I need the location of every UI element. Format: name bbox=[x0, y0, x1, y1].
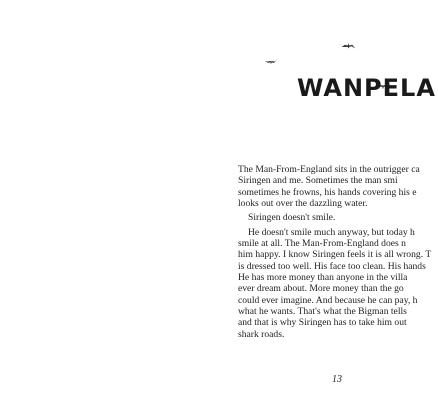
bird-icon bbox=[341, 40, 356, 51]
text-line: is dressed too well. His face too clean. His hands bbox=[238, 260, 426, 272]
text-line: and that is why Siringen has to take him out bbox=[238, 317, 407, 329]
text-line: shark roads. bbox=[238, 328, 285, 340]
text-line: sometimes he frowns, his hands covering his e bbox=[238, 186, 417, 198]
text-line: what he wants. That's what the Bigman tells bbox=[238, 306, 407, 318]
text-line: smile at all. The Man-From-England does n bbox=[238, 238, 406, 250]
text-line: looks out over the dazzling water. bbox=[238, 198, 368, 210]
text-line: The Man-From-England sits in the outrigger ca bbox=[238, 164, 420, 175]
text-line: Siringen and me. Sometimes the man smi bbox=[238, 175, 398, 187]
chapter-title: WANPELA bbox=[297, 74, 436, 102]
text-line: ever dream about. More money than the go bbox=[238, 283, 404, 295]
text-line: He has more money than anyone in the villa bbox=[238, 272, 408, 284]
text-line: could ever imagine. And because he can pay, h bbox=[238, 294, 418, 306]
page-number: 13 bbox=[332, 374, 342, 385]
paragraph bbox=[238, 227, 438, 340]
text-line: him happy. I know Siringen feels it is all wrong. T bbox=[238, 249, 432, 261]
paragraph bbox=[238, 164, 438, 209]
body-text bbox=[238, 164, 438, 340]
text-line: He doesn't smile much anyway, but today h bbox=[248, 226, 415, 238]
text-line: Siringen doesn't smile. bbox=[248, 212, 336, 224]
bird-icon bbox=[264, 58, 278, 68]
paragraph bbox=[238, 212, 438, 223]
